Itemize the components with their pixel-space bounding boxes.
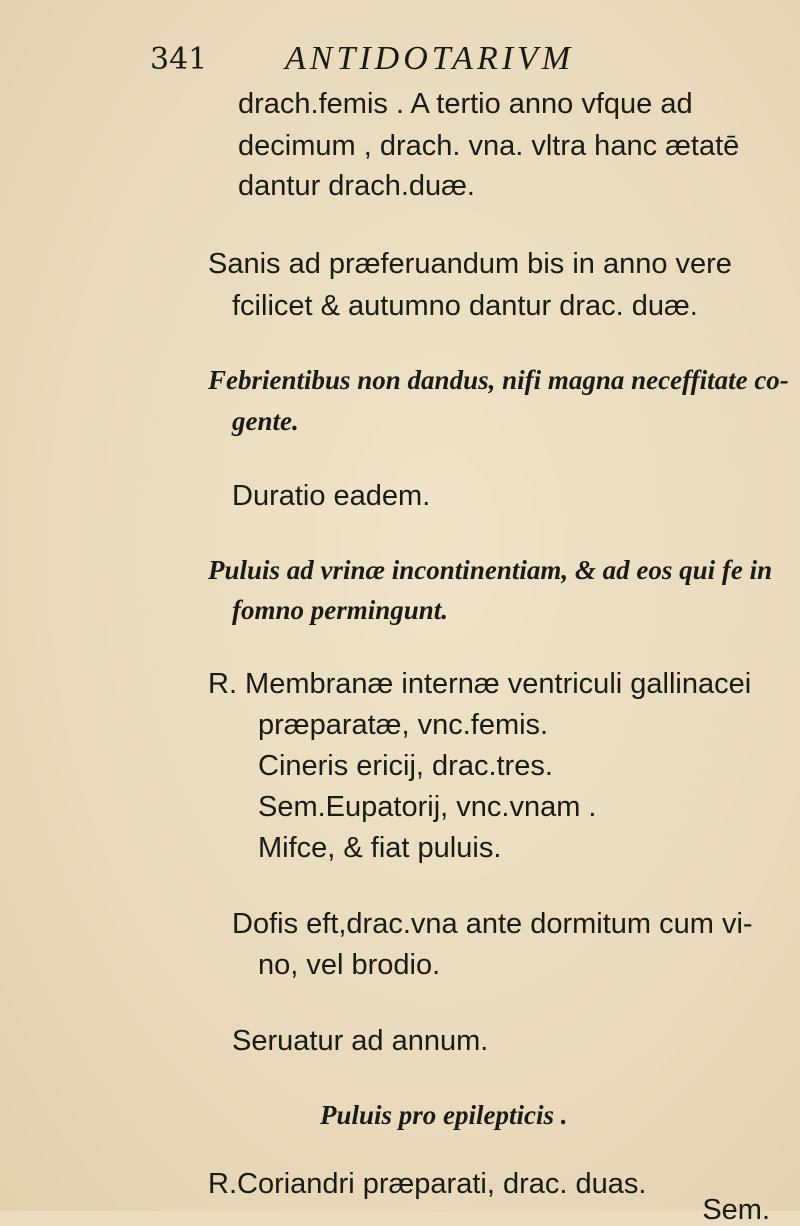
recipe-line: Sem.Eupatorij, vnc.vnam . [258, 791, 597, 823]
text-line: Duratio eadem. [232, 480, 431, 512]
section-heading: Puluis pro epilepticis . [320, 1100, 568, 1130]
text-line: Sanis ad præferuandum bis in anno vere [208, 248, 732, 280]
text-line: drach.femis . A tertio anno vfque ad [238, 88, 693, 120]
recipe-line: Cineris ericij, drac.tres. [258, 750, 553, 782]
catchword: Sem. [702, 1194, 770, 1226]
page-header [150, 40, 670, 90]
recipe-line: R. Membranæ internæ ventriculi gallinacei [208, 668, 752, 700]
recipe-line: Mifce, & fiat puluis. [258, 832, 502, 864]
page-number: 341 [150, 42, 208, 77]
text-line: dantur drach.duæ. [238, 170, 475, 202]
italic-line: gente. [232, 406, 299, 436]
text-line: fcilicet & autumno dantur drac. duæ. [232, 290, 698, 322]
running-title: ANTIDOTARIVM [285, 40, 575, 77]
section-heading: fomno permingunt. [232, 595, 449, 625]
text-line: Seruatur ad annum. [232, 1025, 489, 1057]
text-line: Dofis eft,drac.vna ante dormitum cum vi- [232, 908, 753, 940]
recipe-line: R.Coriandri præparati, drac. duas. [208, 1168, 647, 1200]
italic-line: Febrientibus non dandus, nifi magna neceffitate co- [208, 365, 789, 395]
section-heading: Puluis ad vrinæ incontinentiam, & ad eos qui fe in [208, 555, 773, 585]
text-line: decimum , drach. vna. vltra hanc ætatē [238, 130, 740, 162]
recipe-line: præparatæ, vnc.femis. [258, 709, 549, 741]
text-line: no, vel brodio. [258, 949, 441, 981]
